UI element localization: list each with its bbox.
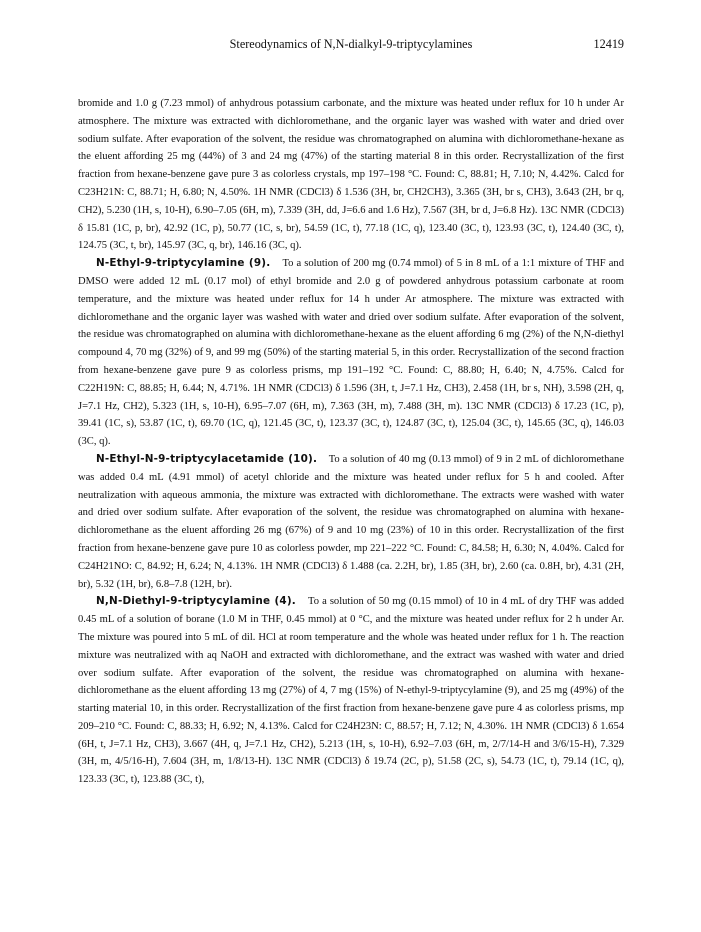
paragraph-text: To a solution of 40 mg (0.13 mmol) of 9 in 2 mL of dichloromethane was added 0.4 mL (4.91 mmol) of acetyl chloride and the mixture was heated under reflux for 5 h and cooled. After neutralization with aqueous ammonia, the mixture was extracted with dichloromethane. The extracts were washed with water and dried over sodium sulfate. After evaporation of the solvent, the residue was chromatographed on alumina with hexane-dichloromethane as the eluent affording 26 mg (67%) of 9 and 10 mg (23%) of 10 in this order. Recrystallization of the first fraction from hexane-benzene gave pure 10 as colorless powder, mp 221–222 °C. Found: C, 84.58; H, 6.30; N, 4.04%. Calcd for C24H21NO: C, 84.92; H, 6.24; N, 4.13%. 1H NMR (CDCl3) δ 1.488 (ca. 2.2H, br), 1.85 (3H, br), 2.60 (ca. 0.8H, br), 4.31 (2H, br), 5.32 (1H, br), 6.8–7.8 (12H, br). <box>78 453 624 590</box>
paragraph-text: To a solution of 50 mg (0.15 mmol) of 10 in 4 mL of dry THF was added 0.45 mL of a solution of borane (1.0 M in THF, 0.45 mmol) at 0 °C, and the mixture was heated under reflux for 2 h under Ar. The mixture was poured into 5 mL of dil. HCl at room temperature and the whole was heated under reflux for 1 h. The reaction mixture was neutralized with aq NaOH and extracted with dichloromethane, and the extract was washed with water and dried over sodium sulfate. After evaporation of the solvent, the residue was chromatographed on alumina with hexane-dichloromethane as the eluent affording 13 mg (27%) of 4, 7 mg (15%) of N-ethyl-9-triptycylamine (9), and 25 mg (49%) of the starting material 10, in this order. Recrystallization of the first fraction from hexane-benzene gave pure 4 as colorless prisms, mp 209–210 °C. Found: C, 88.33; H, 6.92; N, 4.13%. Calcd for C24H23N: C, 88.57; H, 7.12; N, 4.30%. 1H NMR (CDCl3) δ 1.654 (6H, t, J=7.1 Hz, CH3), 3.667 (4H, q, J=7.1 Hz, CH2), 5.213 (1H, s, 10-H), 6.92–7.03 (6H, m, 2/7/14-H and 3/6/15-H), 7.329 (3H, m, 4/5/16-H), 7.604 (3H, m, 1/8/13-H). 13C NMR (CDCl3) δ 19.74 (2C, p), 51.58 (2C, s), 54.73 (1C, t), 79.14 (1C, q), 123.33 (3C, t), 123.88 (3C, t), <box>78 596 624 786</box>
paragraph-p3 <box>78 451 624 593</box>
running-header <box>78 37 624 55</box>
paragraph-p1 <box>78 95 624 255</box>
page-number: 12419 <box>593 37 624 51</box>
compound-heading: N-Ethyl-9-triptycylamine (9). <box>96 257 271 270</box>
paragraph-text: bromide and 1.0 g (7.23 mmol) of anhydrous potassium carbonate, and the mixture was heated under reflux for 10 h under Ar atmosphere. The mixture was extracted with dichloromethane, and the organic layer was washed with water and dried over sodium sulfate. After evaporation of the solvent, the residue was chromatographed on alumina with dichloromethane-hexane as the eluent affording 25 mg (44%) of 3 and 24 mg (47%) of the starting material 8 in this order. Recrystallization of the first fraction from hexane-benzene gave pure 3 as colorless crystals, mp 197–198 °C. Found: C, 88.81; H, 7.10; N, 4.42%. Calcd for C23H21N: C, 88.71; H, 6.80; N, 4.50%. 1H NMR (CDCl3) δ 1.536 (3H, br, CH2CH3), 3.365 (3H, br s, CH3), 3.643 (2H, br q, CH2), 5.230 (1H, s, 10-H), 6.90–7.05 (6H, m), 7.339 (3H, dd, J=6.6 and 1.6 Hz), 7.567 (3H, br d, J=6.8 Hz). 13C NMR (CDCl3) δ 15.81 (1C, p, br), 42.92 (1C, p), 50.77 (1C, s, br), 54.59 (1C, t), 77.18 (1C, q), 123.40 (3C, t), 123.93 (3C, t), 124.40 (3C, t), 124.75 (3C, t, br), 145.97 (3C, q, br), 146.16 (3C, q). <box>78 98 624 252</box>
article-body <box>78 95 624 789</box>
running-title: Stereodynamics of N,N-dialkyl-9-triptycylamines <box>229 37 473 51</box>
paragraph-text: To a solution of 200 mg (0.74 mmol) of 5 in 8 mL of a 1:1 mixture of THF and DMSO were added 12 mL (0.17 mol) of ethyl bromide and 2.0 g of powdered anhydrous potassium carbonate at room temperature, and the mixture was heated under reflux for 14 h under Ar atmosphere. The mixture was extracted with dichloromethane and the organic layer was washed with water and dried over sodium sulfate. After evaporation of the solvent, the residue was chromatographed on alumina with dichloromethane-hexane as the eluent affording 6 mg (2%) of the N,N-diethyl compound 4, 70 mg (32%) of 9, and 99 mg (50%) of the starting material 5, in this order. Recrystallization of the second fraction from hexane-benzene gave pure 9 as colorless prisms, mp 191–192 °C. Found: C, 88.80; H, 6.40; N, 4.75%. Calcd for C22H19N: C, 88.85; H, 6.44; N, 4.71%. 1H NMR (CDCl3) δ 1.596 (3H, t, J=7.1 Hz, CH3), 2.458 (1H, br s, NH), 3.598 (2H, q, J=7.1 Hz, CH2), 5.323 (1H, s, 10-H), 6.95–7.07 (6H, m), 7.363 (3H, m), 7.488 (3H, m). 13C NMR (CDCl3) δ 17.23 (1C, p), 39.41 (1C, s), 53.87 (1C, t), 69.70 (1C, q), 121.45 (3C, t), 123.37 (3C, t), 124.87 (3C, t), 125.04 (3C, t), 145.65 (3C, q), 146.03 (3C, q). <box>78 258 624 448</box>
compound-heading: N-Ethyl-N-9-triptycylacetamide (10). <box>96 452 318 465</box>
compound-heading: N,N-Diethyl-9-triptycylamine (4). <box>96 595 296 608</box>
paragraph-p2 <box>78 255 624 451</box>
paragraph-p4 <box>78 593 624 789</box>
